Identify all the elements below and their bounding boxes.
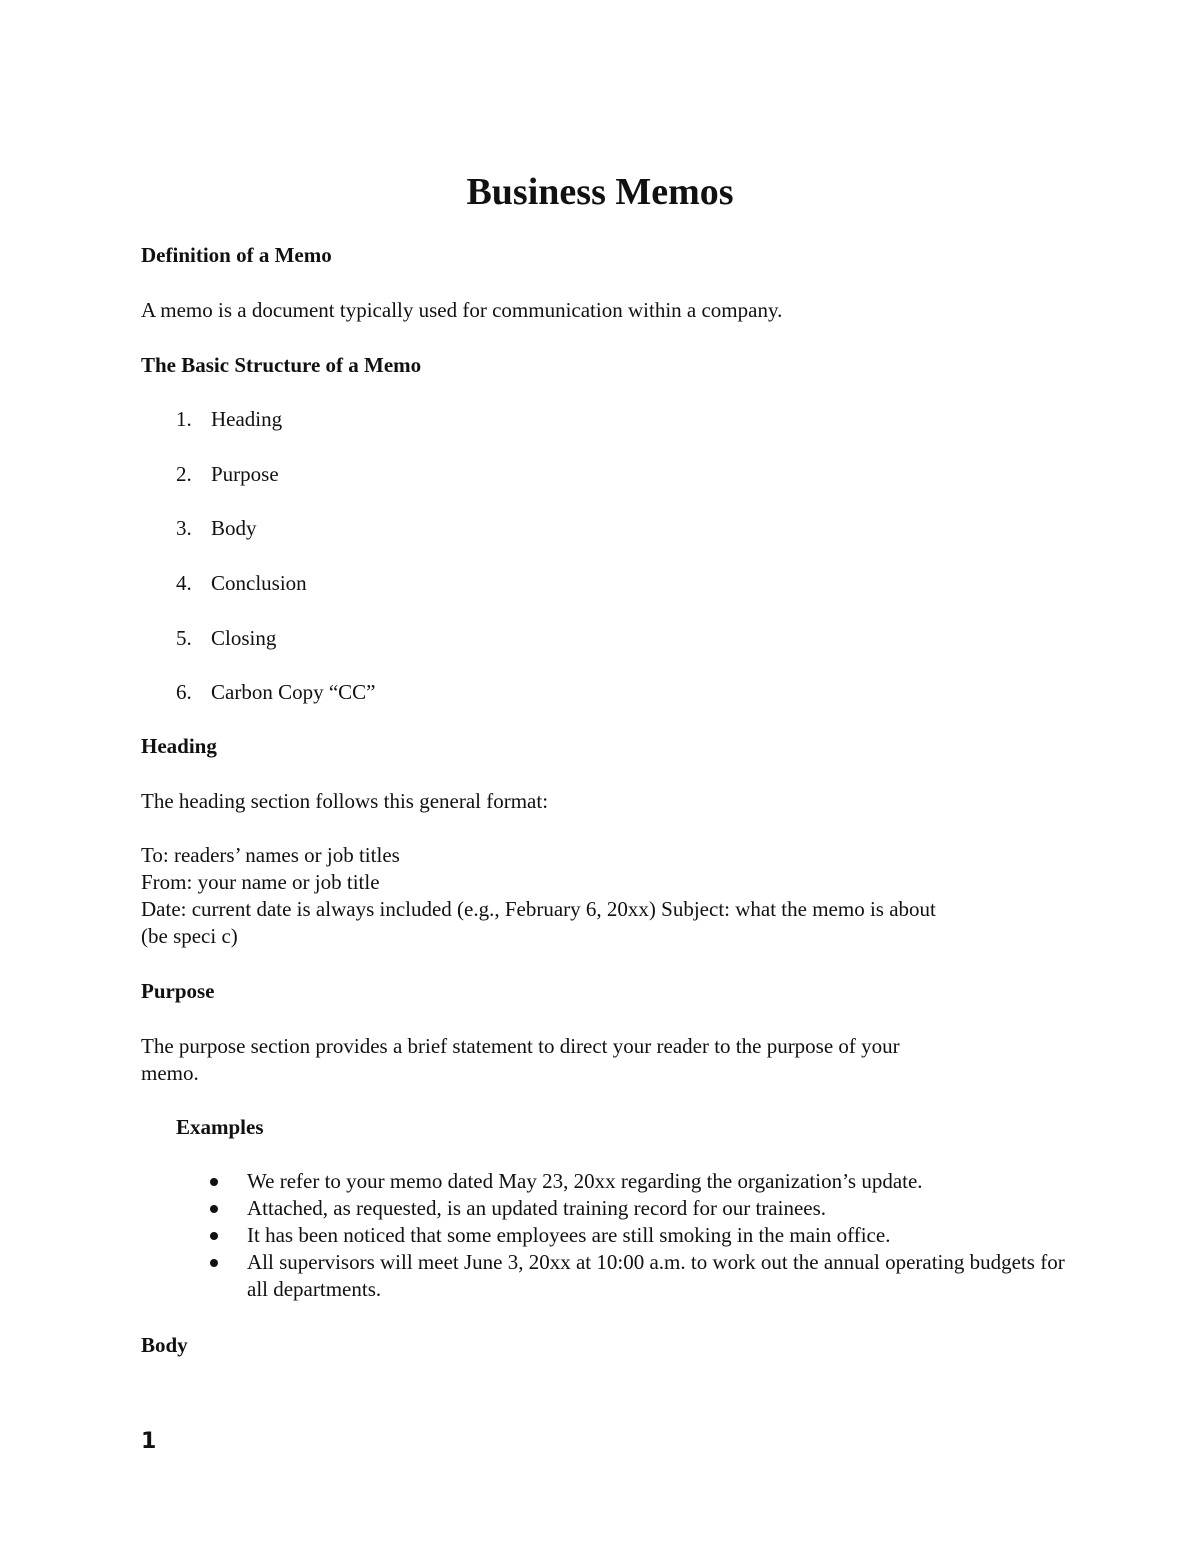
example-item: We refer to your memo dated May 23, 20xx regarding the organization’s update. (210, 1168, 1070, 1195)
item-label: Body (211, 516, 257, 540)
item-label: Closing (211, 626, 277, 650)
heading-section-text: The heading section follows this general format: (141, 789, 549, 813)
structure-item (176, 406, 282, 433)
body-heading: Body (141, 1333, 188, 1357)
definition-text: A memo is a document typically used for communication within a company. (141, 298, 783, 322)
item-label: Heading (211, 407, 283, 431)
structure-item (176, 515, 257, 542)
item-number: 2. (176, 462, 192, 486)
item-number: 6. (176, 680, 192, 704)
structure-item (176, 679, 375, 706)
heading-section-heading: Heading (141, 734, 217, 758)
definition-heading: Definition of a Memo (141, 243, 332, 267)
structure-heading: The Basic Structure of a Memo (141, 353, 422, 377)
structure-item (176, 625, 276, 652)
bullet-icon (210, 1205, 218, 1213)
examples-heading: Examples (176, 1115, 264, 1139)
structure-item (176, 570, 307, 597)
bullet-icon (210, 1232, 218, 1240)
item-label: Conclusion (211, 571, 307, 595)
document-title: Business Memos (466, 171, 734, 213)
format-line-date: Date: current date is always included (e.g., February 6, 20xx) Subject: what the memo is about (141, 897, 936, 921)
purpose-text-line-2: memo. (141, 1061, 199, 1085)
examples-list (210, 1168, 1070, 1303)
item-number: 3. (176, 516, 192, 540)
item-number: 4. (176, 571, 192, 595)
item-label: Purpose (211, 462, 279, 486)
item-number: 5. (176, 626, 192, 650)
purpose-heading: Purpose (141, 979, 215, 1003)
format-line-from: From: your name or job title (141, 870, 380, 894)
example-item: Attached, as requested, is an updated training record for our trainees. (210, 1195, 1070, 1222)
example-item: All supervisors will meet June 3, 20xx at 10:00 a.m. to work out the annual operating budgets for all departments. (210, 1249, 1070, 1303)
page-number: 1 (141, 1429, 157, 1454)
purpose-text-line-1: The purpose section provides a brief statement to direct your reader to the purpose of your (141, 1034, 900, 1058)
bullet-icon (210, 1259, 218, 1267)
item-number: 1. (176, 407, 192, 431)
item-label: Carbon Copy “CC” (211, 680, 376, 704)
bullet-icon (210, 1178, 218, 1186)
format-line-to: To: readers’ names or job titles (141, 843, 400, 867)
format-line-specific: (be speci c) (141, 924, 238, 948)
example-item: It has been noticed that some employees are still smoking in the main office. (210, 1222, 1070, 1249)
structure-item (176, 461, 279, 488)
